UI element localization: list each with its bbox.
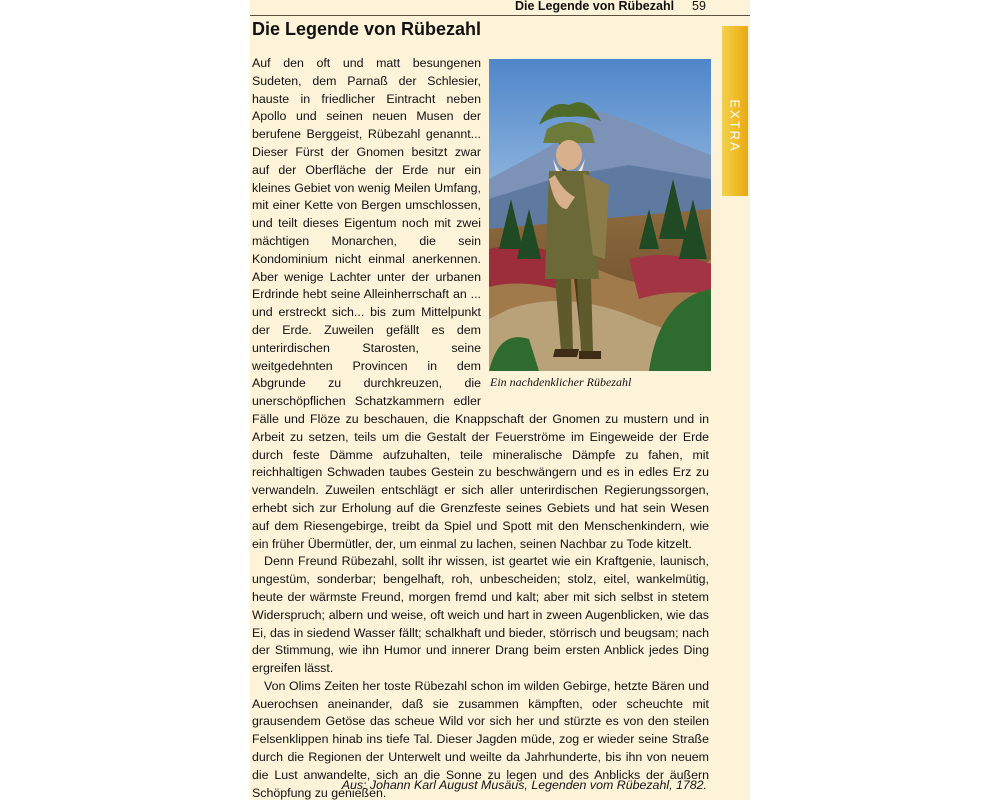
running-title: Die Legende von Rübezahl <box>515 0 675 13</box>
running-header <box>250 0 750 16</box>
article-title: Die Legende von Rübezahl <box>252 19 482 39</box>
source-citation: Aus: Johann Karl August Musäus, Legenden vom Rübezahl, 1782. <box>341 778 707 792</box>
paragraph-3: Von Olims Zeiten her toste Rübezahl schon im wilden Gebirge, hetzte Bären und Auerochsen aneinander, daß sie zusammen kämpften, oder scheuchte mit grausendem Getöse das scheue Wild vor sich her und stürzte es von den steilen Felsenklippen hinab ins tiefe Tal. Dieser Jagden müde, zog er wieder seine Straße durch die Regionen der Unterwelt und weilte da Jahrhunderte, bis ihn von neuem die Lust anwandelte, sich an die Sonne zu legen und des Anblicks der äußern Schöpfung zu genießen. <box>252 678 709 800</box>
extra-tab-label: EXTRA <box>727 99 743 153</box>
extra-side-tab <box>722 26 748 196</box>
figure <box>489 59 721 392</box>
book-page <box>250 0 750 800</box>
article-body <box>252 55 709 802</box>
paragraph-2: Denn Freund Rübezahl, sollt ihr wissen, ist geartet wie ein Kraftgenie, launisch, ungestüm, sonderbar; bengelhaft, roh, unbescheiden; stolz, eitel, wankelmütig, heute der wärmste Freund, morgen fremd und kalt; aber mit sich selbst in stetem Widerspruch; albern und weise, oft weich und hart in zween Augenblicken, wie das Ei, das in siedend Wasser fällt; schalkhaft und bieder, störrisch und beugsam; nach der Stimmung, wie ihn Humor und innerer Drang beim ersten Anblick jedes Ding ergreifen lässt. <box>252 554 709 676</box>
paragraph-1: Auf den oft und matt besungenen Sudeten, dem Parnaß der Schlesier, hauste in friedlicher Eintracht neben Apollo und seinen neuen Musen der berufene Berggeist, Rübezahl genannt... Dieser Fürst der Gnomen besitzt zwar auf der Oberfläche der Erde nur ein kleines Gebiet von wenig Meilen Umfang, mit einer Kette von Bergen umschlossen, und teilt dieses Eigentum noch mit zwei mächtigen Monarchen, die sein Kondominium nicht einmal anerkennen. Aber wenige Lachter unter der urbanen Erdrinde hebt seine Alleinherrschaft an ... und erstreckt sich... bis zum Mittelpunkt der Erde. Zuweilen gefällt es dem unterirdischen Starosten, seine weitgedehnten Provincen in dem Abgrunde zu durchkreuzen, die unerschöpflichen Schatzkammern edler Fälle und Flöze zu beschauen, die Knappschaft der Gnomen zu mustern und in Arbeit zu setzen, teils um die Gestalt der Feuerströme im Eingeweide der Erde durch feste Dämme aufzuhalten, teile mineralische Dämpfe zu fahen, mit reichhaltigen Schwaden taubes Gestein zu beschwängern und es in edles Erz zu verwandeln. Zuweilen entschlägt er sich aller unterirdischen Regierungssorgen, erhebt sich zur Erholung auf die Grenzfeste seines Gebiets und hat sein Wesen auf dem Riesengebirge, treibt da Spiel und Spott mit den Menschenkindern, wie ein früher Übermütler, der, um einmal zu lachen, seinen Nachbar zu Tode kitzelt. <box>252 56 709 551</box>
figure-caption: Ein nachdenklicher Rübezahl <box>490 375 632 389</box>
ruebezahl-illustration <box>489 59 711 371</box>
page-number: 59 <box>692 0 706 13</box>
